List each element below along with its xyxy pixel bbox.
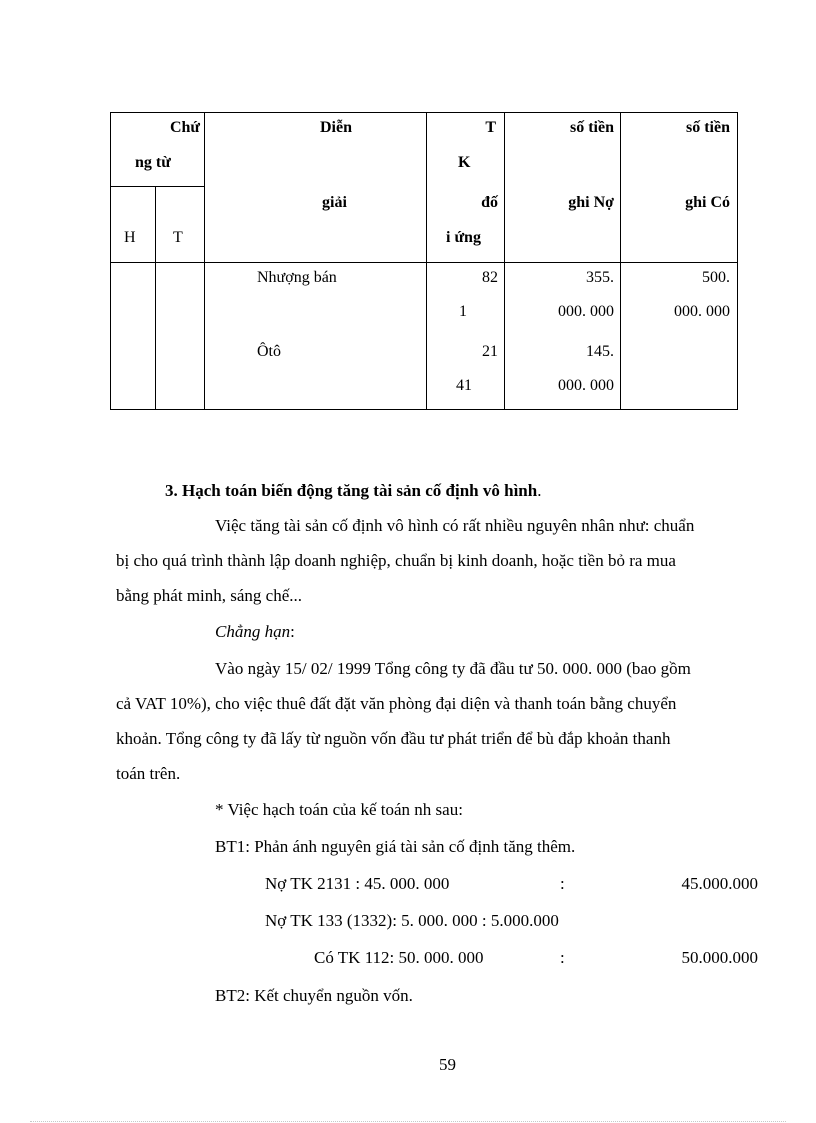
header-h: H (124, 229, 136, 246)
table-border-right (737, 112, 738, 410)
header-no-2: ghi Nợ (568, 194, 614, 211)
accounting-table (110, 112, 738, 410)
table-subheader-divider (110, 186, 204, 187)
entry-3-right: 50.000.000 (681, 948, 758, 967)
header-tk-1: T (485, 119, 496, 136)
bt2-line: BT2: Kết chuyển nguồn vốn. (215, 986, 413, 1005)
header-dien: Diễn (320, 119, 352, 136)
col-divider-1 (204, 112, 205, 410)
header-co-1: số tiền (686, 119, 730, 136)
row1-debit-2: 000. 000 (558, 303, 614, 320)
row2-debit-1: 145. (586, 343, 614, 360)
section-heading-text: 3. Hạch toán biến động tăng tài sản cố định vô hình (165, 481, 538, 500)
example-label (215, 622, 295, 642)
entry-1-right: 45.000.000 (681, 874, 758, 893)
paragraph-2-line-4: toán trên. (116, 764, 181, 783)
row1-description: Nhượng bán (257, 269, 337, 286)
section-heading-dot: . (537, 481, 542, 500)
col-divider-4 (620, 112, 621, 410)
header-giai: giải (322, 194, 347, 211)
row2-description: Ôtô (257, 343, 281, 360)
entry-1-colon: : (560, 874, 565, 893)
header-chung-tu-2: ng từ (135, 154, 171, 171)
paragraph-2-line-2: cả VAT 10%), cho việc thuê đất đặt văn phòng đại diện và thanh toán bằng chuyển (116, 694, 677, 713)
row2-account-1: 21 (482, 343, 498, 360)
table-border-left (110, 112, 111, 410)
example-colon: : (290, 622, 295, 641)
row1-account-1: 82 (482, 269, 498, 286)
row1-credit-1: 500. (702, 269, 730, 286)
page-bottom-border (30, 1121, 786, 1122)
page-number: 59 (439, 1055, 456, 1074)
paragraph-2-line-1: Vào ngày 15/ 02/ 1999 Tổng công ty đã đầu tư 50. 000. 000 (bao gồm (215, 659, 691, 678)
header-tk-4: i ứng (446, 229, 481, 246)
entry-3-left: Có TK 112: 50. 000. 000 (314, 948, 484, 967)
header-no-1: số tiền (570, 119, 614, 136)
paragraph-2-line-3: khoản. Tổng công ty đã lấy từ nguồn vốn đầu tư phát triển để bù đắp khoản thanh (116, 729, 671, 748)
example-label-text: Chẳng hạn (215, 622, 291, 641)
paragraph-1-line-2: bị cho quá trình thành lập doanh nghiệp, chuẩn bị kinh doanh, hoặc tiền bỏ ra mua (116, 551, 676, 570)
row2-debit-2: 000. 000 (558, 377, 614, 394)
row1-credit-2: 000. 000 (674, 303, 730, 320)
entry-3-colon: : (560, 948, 565, 967)
entry-1-left: Nợ TK 2131 : 45. 000. 000 (265, 874, 450, 893)
header-t: T (173, 229, 183, 246)
paragraph-1-line-1: Việc tăng tài sản cố định vô hình có rất nhiều nguyên nhân như: chuẩn (215, 516, 695, 535)
header-tk-2: K (458, 154, 471, 171)
entry-2: Nợ TK 133 (1332): 5. 000. 000 : 5.000.000 (265, 911, 559, 930)
header-co-2: ghi Có (685, 194, 730, 211)
row2-account-2: 41 (456, 377, 472, 394)
section-heading (165, 481, 541, 501)
col-divider-3 (504, 112, 505, 410)
header-chung-tu-1: Chứ (169, 119, 200, 136)
col-divider-h-t (155, 186, 156, 410)
header-tk-3: đố (481, 194, 498, 211)
row1-debit-1: 355. (586, 269, 614, 286)
bt1-line: BT1: Phản ánh nguyên giá tài sản cố định tăng thêm. (215, 837, 576, 856)
paragraph-3: * Việc hạch toán của kế toán nh sau: (215, 800, 463, 819)
paragraph-1-line-3: bằng phát minh, sáng chế... (116, 586, 303, 605)
row1-account-2: 1 (459, 303, 467, 320)
col-divider-2 (426, 112, 427, 410)
